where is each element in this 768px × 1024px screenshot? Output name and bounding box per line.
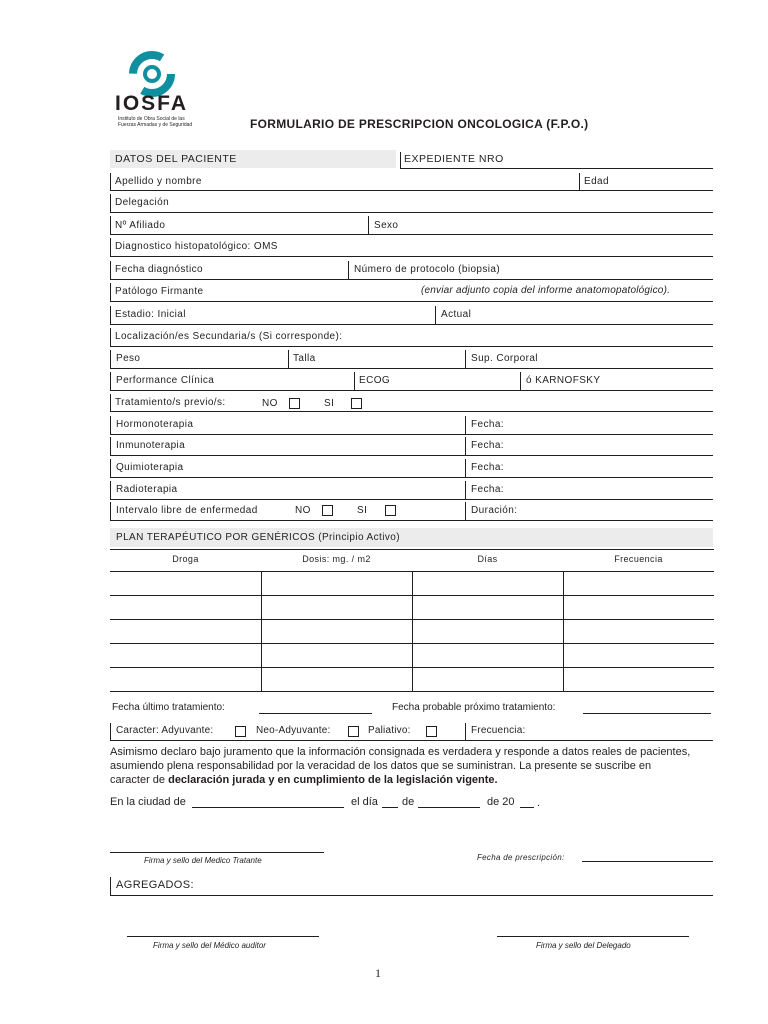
form-title: FORMULARIO DE PRESCRIPCION ONCOLOGICA (F.P.O.) <box>250 117 589 131</box>
inmunoterapia-field[interactable] <box>110 455 713 456</box>
expediente-label: EXPEDIENTE NRO <box>404 153 504 165</box>
declaracion-text: Asimismo declaro bajo juramento que la información consignada es verdadera y responde a datos reales de pacientes, asumiendo plena responsabilidad por la veracidad de los datos que se suministran. La presente se suscribe en caracter de declaración jurada y en cumplimiento de la legislación vigente. <box>110 746 691 786</box>
radioterapia-field[interactable] <box>110 499 713 500</box>
fecha-prescripcion-label: Fecha de prescripción: <box>477 853 565 862</box>
radioterapia-label: Radioterapia <box>116 484 178 495</box>
adyuvante-checkbox[interactable] <box>235 726 246 737</box>
tratamiento-si-checkbox[interactable] <box>351 398 362 409</box>
karnofsky-label: ó KARNOFSKY <box>526 375 601 386</box>
firma-medico-line[interactable] <box>110 852 324 853</box>
performance-label: Performance Clínica <box>116 375 215 386</box>
de-label: de <box>402 796 415 808</box>
hormonoterapia-fecha-label: Fecha: <box>471 419 504 430</box>
protocolo-label: Número de protocolo (biopsia) <box>354 264 501 275</box>
dia-label: el día <box>351 796 378 808</box>
localizacion-field[interactable] <box>110 346 713 347</box>
talla-label: Talla <box>293 353 316 364</box>
intervalo-no-checkbox[interactable] <box>322 505 333 516</box>
plan-title: PLAN TERAPÉUTICO POR GENÉRICOS (Principio Activo) <box>116 532 400 543</box>
intervalo-si-label: SI <box>357 505 368 516</box>
firma-auditor-line[interactable] <box>127 936 319 937</box>
fecha-ultimo-label: Fecha último tratamiento: <box>112 702 225 713</box>
caracter-field[interactable] <box>110 740 713 741</box>
medidas-field[interactable] <box>110 368 713 369</box>
hormonoterapia-field[interactable] <box>110 434 713 435</box>
apellido-label: Apellido y nombre <box>115 176 202 187</box>
afiliado-label: Nº Afiliado <box>115 220 166 231</box>
diagnostico-field[interactable] <box>110 256 713 257</box>
dia-field[interactable] <box>382 807 398 808</box>
logo-text: IOSFA <box>115 92 189 115</box>
peso-label: Peso <box>116 353 141 364</box>
patologo-note: (enviar adjunto copia del informe anatomopatológico). <box>421 285 671 296</box>
neo-label: Neo-Adyuvante: <box>256 725 331 736</box>
firma-auditor-label: Firma y sello del Médico auditor <box>153 941 266 950</box>
patologo-label: Patólogo Firmante <box>115 286 204 297</box>
sexo-label: Sexo <box>374 220 399 231</box>
paliativo-label: Paliativo: <box>368 725 411 736</box>
inmunoterapia-label: Inmunoterapia <box>116 440 186 451</box>
intervalo-no-label: NO <box>295 505 311 516</box>
col-header-dosis: Dosis: mg. / m2 <box>302 554 371 564</box>
sup-corporal-label: Sup. Corporal <box>471 353 538 364</box>
apellido-field[interactable] <box>110 190 713 191</box>
fecha-prescripcion-field[interactable] <box>582 861 713 862</box>
fecha-diagnostico-field[interactable] <box>110 279 713 280</box>
intervalo-field[interactable] <box>110 520 713 521</box>
expediente-field[interactable] <box>400 168 713 169</box>
ciudad-label: En la ciudad de <box>110 796 186 808</box>
de20-label: de 20 <box>487 796 515 808</box>
firma-medico-label: Firma y sello del Medico Tratante <box>144 856 262 865</box>
estadio-label: Estadio: Inicial <box>115 309 186 320</box>
delegacion-label: Delegación <box>115 197 170 208</box>
quimioterapia-field[interactable] <box>110 477 713 478</box>
intervalo-label: Intervalo libre de enfermedad <box>116 505 258 516</box>
firma-delegado-line[interactable] <box>497 936 689 937</box>
tratamiento-no-label: NO <box>262 398 278 409</box>
fecha-ultimo-field[interactable] <box>259 713 372 714</box>
inmunoterapia-fecha-label: Fecha: <box>471 440 504 451</box>
frecuencia-label: Frecuencia: <box>471 725 526 736</box>
ciudad-field[interactable] <box>192 807 344 808</box>
col-header-droga: Droga <box>172 554 199 564</box>
tratamiento-no-checkbox[interactable] <box>289 398 300 409</box>
tratamiento-si-label: SI <box>324 398 335 409</box>
caracter-label: Caracter: Adyuvante: <box>116 725 214 736</box>
fecha-probable-label: Fecha probable próximo tratamiento: <box>392 702 556 713</box>
hormonoterapia-label: Hormonoterapia <box>116 419 194 430</box>
quimioterapia-label: Quimioterapia <box>116 462 184 473</box>
fecha-diagnostico-label: Fecha diagnóstico <box>115 264 203 275</box>
estadio-field[interactable] <box>110 324 713 325</box>
patologo-field[interactable] <box>110 301 713 302</box>
duracion-label: Duración: <box>471 505 518 516</box>
ecog-label: ECOG <box>359 375 391 386</box>
tratamiento-label: Tratamiento/s previo/s: <box>115 397 226 408</box>
plan-table <box>110 549 714 692</box>
delegacion-field[interactable] <box>110 212 713 213</box>
agregados-field[interactable] <box>110 895 713 896</box>
logo-subtitle: Instituto de Obra Social de las Fuerzas Armadas y de Seguridad <box>118 116 193 128</box>
radioterapia-fecha-label: Fecha: <box>471 484 504 495</box>
mes-field[interactable] <box>418 807 480 808</box>
col-header-frecuencia: Frecuencia <box>614 554 663 564</box>
edad-label: Edad <box>584 176 609 187</box>
localizacion-label: Localización/es Secundaria/s (Si corresponde): <box>115 331 343 342</box>
col-header-dias: Días <box>477 554 498 564</box>
performance-field[interactable] <box>110 390 713 391</box>
firma-delegado-label: Firma y sello del Delegado <box>536 941 631 950</box>
anio-field[interactable] <box>520 807 534 808</box>
page-number: 1 <box>375 966 381 980</box>
afiliado-field[interactable] <box>110 234 713 235</box>
agregados-label: AGREGADOS: <box>116 879 194 891</box>
quimioterapia-fecha-label: Fecha: <box>471 462 504 473</box>
intervalo-si-checkbox[interactable] <box>385 505 396 516</box>
iosfa-logo-icon <box>128 50 176 98</box>
fecha-probable-field[interactable] <box>583 713 711 714</box>
section-label-paciente: DATOS DEL PACIENTE <box>115 153 237 165</box>
paliativo-checkbox[interactable] <box>426 726 437 737</box>
neo-adyuvante-checkbox[interactable] <box>348 726 359 737</box>
actual-label: Actual <box>441 309 472 320</box>
diagnostico-label: Diagnostico histopatológico: OMS <box>115 241 278 252</box>
